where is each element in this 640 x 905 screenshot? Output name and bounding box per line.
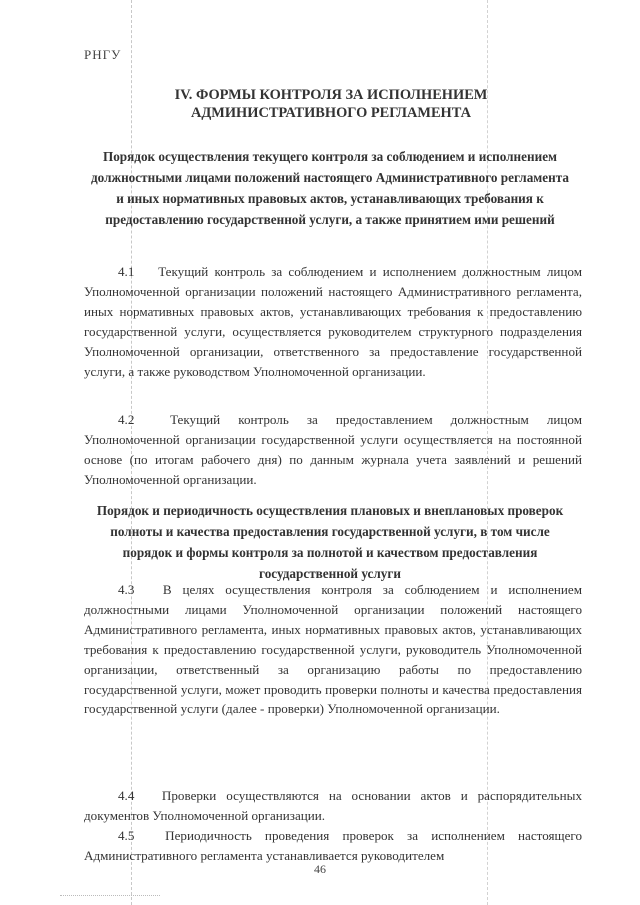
paragraph-number: 4.4 [118, 788, 135, 803]
paragraph-text: Текущий контроль за предоставлением должностным лицом Уполномоченной организации государственной услуги осуществляется на постоянной основе (по итогам рабочего дня) по данным журнала учета заявлений и решений Уполномоченной организации. [84, 412, 582, 487]
paragraph-number: 4.2 [118, 412, 135, 427]
page-number: 46 [314, 862, 326, 876]
paragraph [84, 826, 582, 866]
paragraph-number: 4.5 [118, 828, 135, 843]
scan-artifact-line [60, 895, 160, 896]
paragraph [84, 786, 582, 826]
paragraph-text: Текущий контроль за соблюдением и исполнением должностным лицом Уполномоченной организации положений настоящего Административного регламента, иных нормативных правовых актов, устанавливающих требования к предоставлению государственной услуги, осуществляется руководителем структурного подразделения Уполномоченной организации, ответственного за предоставление государственной услуги, а также руководством Уполномоченной организации. [84, 264, 582, 379]
paragraph-text: Проверки осуществляются на основании актов и распорядительных документов Уполномоченной организации. [84, 788, 582, 823]
paragraph-number: 4.1 [118, 264, 135, 279]
paragraph-text: В целях осуществления контроля за соблюдением и исполнением должностными лицами Уполномоченной организации положений настоящего Административного регламента, иных нормативных правовых актов, устанавливающих требования к предоставлению государственной услуги, руководитель Уполномоченной организации, ответственный за организацию работы по предоставлению государственной услуги, может проводить проверки полноты и качества предоставления государственной услуги (далее - проверки) Уполномоченной организации. [84, 582, 582, 717]
paragraph [84, 262, 582, 381]
section-title-line: АДМИНИСТРАТИВНОГО РЕГЛАМЕНТА [190, 105, 472, 121]
subsection-heading: Порядок и периодичность осуществления плановых и внеплановых проверок полноты и качества предоставления государственной услуги, в том числе порядок и формы контроля за полнотой и качеством предоставления государственной услуги [96, 503, 564, 581]
section-title [96, 86, 566, 122]
header-tag: РНГУ [84, 47, 122, 62]
paragraph-text: Периодичность проведения проверок за исполнением настоящего Административного регламента устанавливается руководителем [84, 828, 582, 863]
paragraph-number: 4.3 [118, 582, 135, 597]
section-title-line: IV. ФОРМЫ КОНТРОЛЯ ЗА ИСПОЛНЕНИЕМ [174, 87, 488, 103]
subsection-heading: Порядок осуществления текущего контроля за соблюдением и исполнением должностными лицами положений настоящего Административного регламента и иных нормативных правовых актов, устанавливающих требования к предоставлению государственной услуги, а также принятием ими решений [91, 149, 569, 227]
paragraph [84, 410, 582, 490]
paragraph [84, 580, 582, 719]
